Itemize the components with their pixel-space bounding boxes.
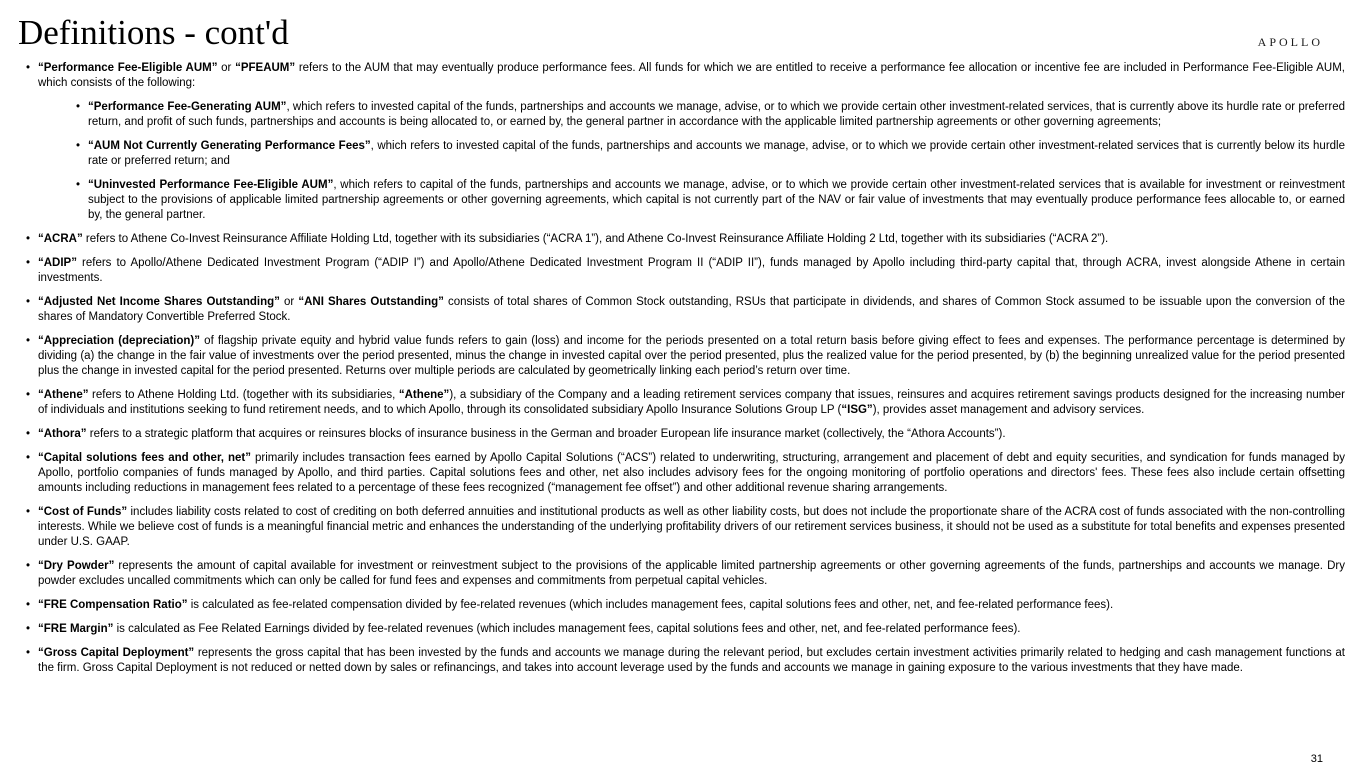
definition-text: refers to Athene Holding Ltd. (together with its subsidiaries, — [88, 389, 399, 401]
definition-text: of flagship private equity and hybrid value funds refers to gain (loss) and income for the periods presented on a total return basis before giving effect to fees and expenses. The performance percentage is determined by dividing (a) the change in the fair value of investments over the period presented, minus the change in invested capital over the period presented, plus the realized value for the period presented, by (b) the beginning unrealized value for the period presented plus the change in invested capital for the period presented. Returns over multiple periods are calculated by geometrically linking each period’s return over time. — [38, 335, 1345, 377]
slide — [0, 14, 1365, 782]
definition-text: includes liability costs related to cost of crediting on both deferred annuities and institutional products as well as other liability costs, but does not include the proportionate share of the ACRA cost of funds associated with the non-controlling interests. While we believe cost of funds is a meaningful financial metric and enhances the understanding of the underlying profitability drivers of our retirement services business, it should not be used as a substitute for total benefits and expenses presented under U.S. GAAP. — [38, 506, 1345, 548]
definition-term: “Athene” — [38, 389, 89, 401]
definition-term: “Performance Fee-Eligible AUM” — [38, 62, 218, 74]
definition-term: “ANI Shares Outstanding” — [298, 296, 444, 308]
definition-term: “ISG” — [841, 404, 873, 416]
definition-term: “FRE Margin” — [38, 623, 114, 635]
definition-item — [25, 61, 1345, 223]
definition-text: ), provides asset management and advisory services. — [872, 404, 1145, 416]
definition-item — [25, 622, 1345, 637]
definition-text: consists of total shares of Common Stock outstanding, RSUs that participate in dividends, and shares of Common Stock assumed to be issuable upon the conversion of the shares of Mandatory Convertible Preferred Stock. — [38, 296, 1346, 323]
definition-text: , which refers to capital of the funds, partnerships and accounts we manage, advise, or to which we provide certain other investment-related services that is available for investment or reinvestment subject to the provisions of applicable limited partnership agreements or other governing agreements, which capital is not currently part of the NAV or fair value of investments that may eventually produce performance fees allocable to, or earned by, the general partner. — [88, 179, 1346, 221]
slide-header — [0, 14, 1365, 52]
definition-term: “Performance Fee-Generating AUM” — [88, 101, 287, 113]
definition-text: refers to Athene Co-Invest Reinsurance Affiliate Holding Ltd, together with its subsidiaries (“ACRA 1”), and Athene Co-Invest Reinsurance Affiliate Holding 2 Ltd, together with its subsidiaries (“ACRA 2”). — [82, 233, 1109, 245]
definition-text: is calculated as fee-related compensation divided by fee-related revenues (which includes management fees, capital solutions fees and other, net, and fee-related performance fees). — [187, 599, 1114, 611]
definition-text: , which refers to invested capital of the funds, partnerships and accounts we manage, advise, or to which we provide certain other investment-related services that is currently below its hurdle rate or preferred return; and — [88, 140, 1345, 167]
definition-term: “Dry Powder” — [38, 560, 115, 572]
definition-item — [25, 505, 1345, 550]
definition-term: “PFEAUM” — [235, 62, 296, 74]
definition-item — [25, 451, 1345, 496]
definition-item — [25, 295, 1345, 325]
definition-text: primarily includes transaction fees earned by Apollo Capital Solutions (“ACS”) related to underwriting, structuring, arrangement and placement of debt and equity securities, and syndication for funds managed by Apollo, portfolio companies of funds managed by Apollo, and third parties. Capital solutions fees and other, net also includes advisory fees for the ongoing monitoring of portfolio operations and directors' fees. These fees also include certain offsetting amounts including reductions in management fees related to a percentage of these fees recognized (“management fee offset”) and other additional revenue sharing arrangements. — [38, 452, 1346, 494]
definition-text: ), a subsidiary of the Company and a leading retirement services company that issues, reinsures and acquires retirement savings products designed for the increasing number of individuals and institutions seeking to fund retirement needs, and to which Apollo, through its consolidated subsidiary Apollo Insurance Solutions Group LP ( — [38, 389, 1345, 416]
definition-term: “Appreciation (depreciation)” — [38, 335, 200, 347]
definition-item — [25, 232, 1345, 247]
definition-text: or — [217, 62, 236, 74]
definition-term: “Uninvested Performance Fee-Eligible AUM” — [88, 179, 334, 191]
definitions-list — [0, 61, 1365, 676]
definition-item — [25, 646, 1345, 676]
definition-term: “Cost of Funds” — [38, 506, 128, 518]
definition-term: “Adjusted Net Income Shares Outstanding” — [38, 296, 280, 308]
definition-term: “Capital solutions fees and other, net” — [38, 452, 251, 464]
definition-term: “Athora” — [38, 428, 87, 440]
definition-item — [25, 598, 1345, 613]
definition-text: refers to the AUM that may eventually produce performance fees. All funds for which we are entitled to receive a performance fee allocation or incentive fee are included in Performance Fee-Eligible AUM, which consists of the following: — [38, 62, 1345, 89]
definition-term: “ACRA” — [38, 233, 83, 245]
page-number: 31 — [1310, 753, 1323, 765]
definition-term: “AUM Not Currently Generating Performance Fees” — [88, 140, 371, 152]
definition-term: “Athene” — [398, 389, 450, 401]
definition-item — [25, 334, 1345, 379]
definition-term: “ADIP” — [38, 257, 77, 269]
definition-subitem — [75, 178, 1345, 223]
definition-item — [25, 256, 1345, 286]
definition-text: is calculated as Fee Related Earnings divided by fee-related revenues (which includes management fees, capital solutions fees and other, net, and fee-related performance fees). — [113, 623, 1021, 635]
definition-term: “Gross Capital Deployment” — [38, 647, 195, 659]
definition-text: , which refers to invested capital of the funds, partnerships and accounts we manage, advise, or to which we provide certain other investment-related services, that is currently above its hurdle rate or preferred return, and profit of such funds, partnerships and accounts is being allocated to, or earned by, the general partner in accordance with the applicable limited partnership agreements or other governing agreements; — [88, 101, 1345, 128]
definition-subitem — [75, 100, 1345, 130]
definition-text: or — [279, 296, 299, 308]
definition-item — [25, 427, 1345, 442]
page-title: Definitions - cont'd — [18, 13, 289, 52]
definition-term: “FRE Compensation Ratio” — [38, 599, 188, 611]
definition-item — [25, 559, 1345, 589]
definition-sublist — [38, 100, 1345, 223]
definition-text: represents the gross capital that has been invested by the funds and accounts we manage during the relevant period, but excludes certain investment activities primarily related to hedging and cash management functions at the firm. Gross Capital Deployment is not reduced or netted down by sales or refinancings, and takes into account leverage used by the funds and accounts we manage in gaining exposure to the various investments that they have made. — [38, 647, 1345, 674]
definition-text: refers to Apollo/Athene Dedicated Investment Program (“ADIP I”) and Apollo/Athene Dedicated Investment Program II (“ADIP II”), funds managed by Apollo including third-party capital that, through ACRA, invest alongside Athene in certain investments. — [38, 257, 1345, 284]
apollo-logo: APOLLO — [1257, 35, 1323, 49]
definition-item — [25, 388, 1345, 418]
definition-subitem — [75, 139, 1345, 169]
definition-text: represents the amount of capital available for investment or reinvestment subject to the provisions of the applicable limited partnership agreements or other governing agreements of the funds, partnerships and accounts we manage. Dry powder excludes uncalled commitments which can only be called for fund fees and expenses and commitments from perpetual capital vehicles. — [38, 560, 1345, 587]
definition-text: refers to a strategic platform that acquires or reinsures blocks of insurance business in the German and broader European life insurance market (collectively, the “Athora Accounts”). — [86, 428, 1006, 440]
